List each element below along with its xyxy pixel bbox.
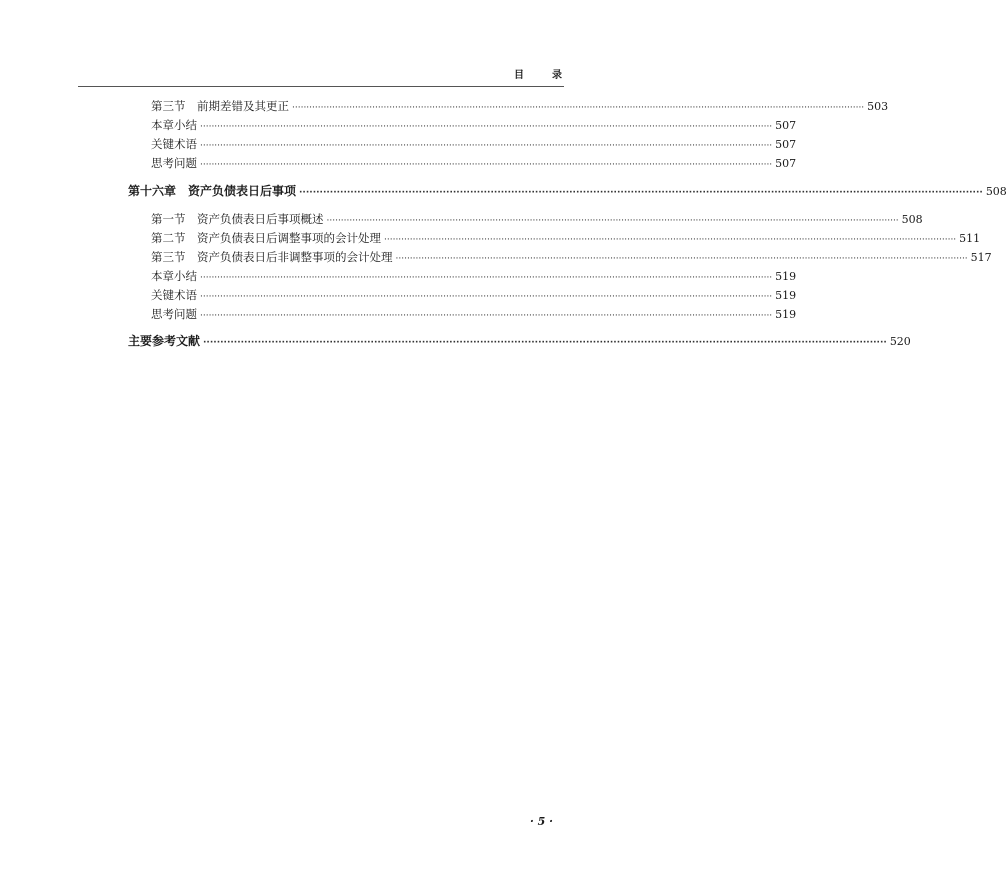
toc-entry[interactable] (151, 155, 797, 173)
toc-entry[interactable] (151, 287, 797, 305)
toc-entry-page: 519 (775, 270, 797, 283)
dot-leader: ········································································································································································································ (200, 141, 773, 151)
dot-leader: ········································································································································································································ (200, 122, 773, 132)
toc-entry[interactable] (151, 98, 889, 116)
toc-entry-page: 519 (775, 308, 797, 321)
toc-entry-page: 508 (901, 213, 923, 226)
toc-entry-label: 第三节 资产负债表日后非调整事项的会计处理 (151, 250, 393, 264)
toc-entry[interactable] (151, 306, 797, 324)
dot-leader: ········································································································································································································ (203, 338, 887, 348)
toc-entry[interactable] (151, 211, 923, 229)
toc-entry-label: 关键术语 (151, 288, 197, 302)
toc-chapter-entry[interactable] (128, 183, 1007, 201)
toc-entry-label: 本章小结 (151, 118, 197, 132)
header-right: 录 (552, 70, 562, 81)
toc-entry-page: 520 (889, 335, 911, 348)
page-number: · 5 · (530, 815, 553, 828)
toc-chapter-entry[interactable] (128, 333, 911, 351)
toc-chapter-label: 第十六章 资产负债表日后事项 (128, 184, 297, 198)
dot-leader: ········································································································································································································ (299, 188, 983, 198)
toc-entry[interactable] (151, 268, 797, 286)
dot-leader: ········································································································································································································ (292, 103, 865, 113)
toc-entry-label: 关键术语 (151, 137, 197, 151)
toc-entry[interactable] (151, 230, 981, 248)
dot-leader: ········································································································································································································ (200, 160, 773, 170)
toc-entry[interactable] (151, 249, 992, 267)
toc-entry-label: 第三节 前期差错及其更正 (151, 99, 289, 113)
toc-entry[interactable] (151, 117, 797, 135)
toc-entry-label: 思考问题 (151, 307, 197, 321)
toc-entry-page: 503 (867, 100, 889, 113)
toc-chapter-label: 主要参考文献 (128, 334, 201, 348)
dot-leader: ········································································································································································································ (395, 254, 968, 264)
toc-entry-page: 517 (970, 251, 992, 264)
toc-entry-label: 思考问题 (151, 156, 197, 170)
dot-leader: ········································································································································································································ (200, 311, 773, 321)
toc-entry-page: 519 (775, 289, 797, 302)
toc-entry-page: 507 (775, 119, 797, 132)
running-header (514, 66, 562, 81)
dot-leader: ········································································································································································································ (326, 216, 899, 226)
header-left: 目 (514, 70, 524, 81)
header-rule (78, 86, 564, 87)
toc-entry-label: 第一节 资产负债表日后事项概述 (151, 212, 324, 226)
toc-entry-page: 511 (959, 232, 981, 245)
toc-entry-label: 第二节 资产负债表日后调整事项的会计处理 (151, 231, 381, 245)
dot-leader: ········································································································································································································ (384, 235, 957, 245)
toc-entry-label: 本章小结 (151, 269, 197, 283)
toc-entry-page: 508 (985, 185, 1007, 198)
dot-leader: ········································································································································································································ (200, 273, 773, 283)
toc-entry[interactable] (151, 136, 797, 154)
toc-entry-page: 507 (775, 157, 797, 170)
toc-entry-page: 507 (775, 138, 797, 151)
dot-leader: ········································································································································································································ (200, 292, 773, 302)
